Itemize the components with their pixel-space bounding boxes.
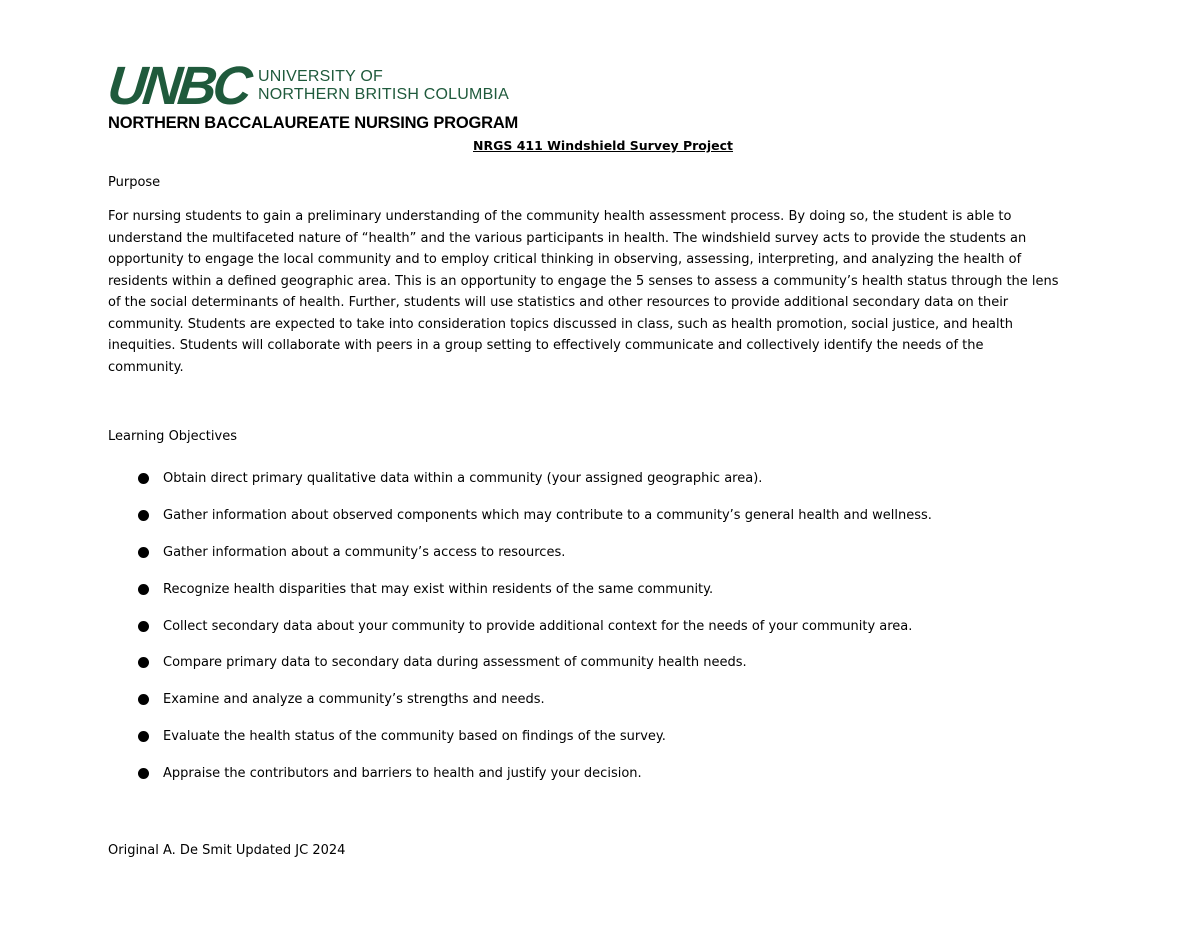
objective-text: Collect secondary data about your community to provide additional context for the needs of your community area. (163, 618, 913, 634)
purpose-line: community. Students are expected to take into consideration topics discussed in class, such as health promotion, social justice, and health (108, 316, 1013, 332)
bullet-icon (138, 657, 149, 668)
list-item (138, 652, 932, 689)
unbc-logo-wordmark (258, 68, 509, 104)
purpose-line: understand the multifaceted nature of “health” and the various participants in health. The windshield survey acts to provide the students an (108, 230, 1027, 246)
purpose-line: of the social determinants of health. Further, students will use statistics and other resources to provide additional secondary data on their (108, 295, 1009, 310)
purpose-line: inequities. Students will collaborate with peers in a group setting to effectively communicate and collectively identify the needs of the (108, 338, 984, 353)
bullet-icon (138, 694, 149, 705)
purpose-paragraph (108, 206, 1098, 378)
list-item (138, 542, 932, 579)
purpose-heading: Purpose (108, 175, 161, 190)
objective-text: Evaluate the health status of the community based on findings of the survey. (163, 729, 666, 745)
objective-text: Recognize health disparities that may exist within residents of the same community. (163, 581, 714, 597)
bullet-icon (138, 510, 149, 521)
logo-line-2: NORTHERN BRITISH COLUMBIA (258, 86, 509, 103)
learning-objectives-list (138, 468, 932, 800)
bullet-icon (138, 768, 149, 779)
list-item (138, 763, 932, 800)
objective-text: Appraise the contributors and barriers to health and justify your decision. (163, 766, 642, 782)
objective-text: Gather information about observed components which may contribute to a community’s general health and wellness. (163, 507, 932, 523)
list-item (138, 579, 932, 616)
program-title: NORTHERN BACCALAUREATE NURSING PROGRAM (108, 114, 519, 132)
bullet-icon (138, 621, 149, 632)
purpose-line: community. (108, 359, 184, 375)
objective-text: Compare primary data to secondary data during assessment of community health needs. (163, 655, 747, 671)
document-footer: Original A. De Smit Updated JC 2024 (108, 843, 346, 858)
list-item (138, 726, 932, 763)
purpose-line: residents within a defined geographic area. This is an opportunity to engage the 5 senses to assess a community’s health status through the lens (108, 273, 1059, 289)
list-item (138, 468, 932, 505)
bullet-icon (138, 473, 149, 484)
learning-objectives-heading: Learning Objectives (108, 429, 237, 444)
document-title: NRGS 411 Windshield Survey Project (473, 138, 734, 153)
list-item (138, 616, 932, 653)
objective-text: Examine and analyze a community’s strengths and needs. (163, 692, 545, 708)
unbc-logo (104, 56, 509, 116)
purpose-line: For nursing students to gain a preliminary understanding of the community health assessment process. By doing so, the student is able to (108, 209, 1012, 224)
unbc-logo-mark: UNBC (104, 56, 252, 116)
bullet-icon (138, 731, 149, 742)
objective-text: Obtain direct primary qualitative data within a community (your assigned geographic area). (163, 471, 763, 486)
logo-line-1: UNIVERSITY OF (258, 68, 383, 85)
bullet-icon (138, 547, 149, 558)
list-item (138, 689, 932, 726)
bullet-icon (138, 584, 149, 595)
list-item (138, 505, 932, 542)
objective-text: Gather information about a community’s access to resources. (163, 544, 566, 560)
purpose-line: opportunity to engage the local community and to employ critical thinking in observing, assessing, interpreting, and analyzing the health of (108, 252, 1022, 267)
